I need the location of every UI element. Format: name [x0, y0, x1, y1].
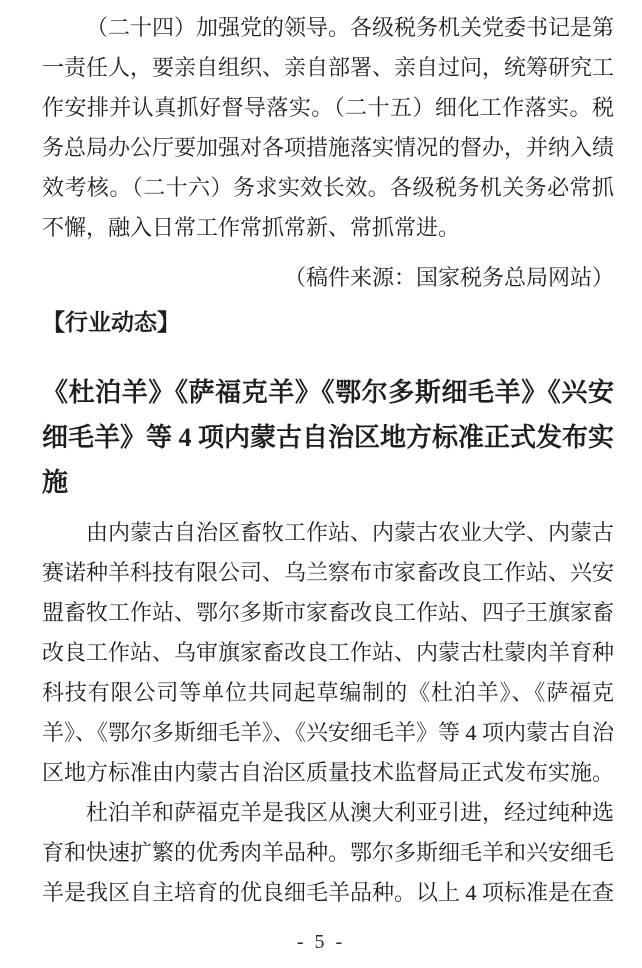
section-heading-industry-news: 【行业动态】	[42, 309, 180, 335]
page-number: - 5 -	[296, 931, 346, 953]
paragraph-tax-leadership: （二十四）加强党的领导。各级税务机关党委书记是第一责任人，要亲自组织、亲自部署、亲自过问，统筹研究工作安排并认真抓好督导落实。（二十五）细化工作落实。税务总局办公厅要加强对各项措施落实情况的督办，并纳入绩效考核。（二十六）务求实效长效。各级税务机关务必常抓不懈，融入日常工作常抓常新、常抓常进。	[42, 15, 615, 240]
article-title: 《杜泊羊》《萨福克羊》《鄂尔多斯细毛羊》《兴安细毛羊》等 4 项内蒙古自治区地方标准正式发布实施	[42, 378, 615, 497]
paragraph-drafting-units: 由内蒙古自治区畜牧工作站、内蒙古农业大学、内蒙古赛诺种羊科技有限公司、乌兰察布市家畜改良工作站、兴安盟畜牧工作站、鄂尔多斯市家畜改良工作站、四子王旗家畜改良工作站、乌审旗家畜改良工作站、内蒙古杜蒙肉羊育种科技有限公司等单位共同起草编制的《杜泊羊》、《萨福克羊》、《鄂尔多斯细毛羊》、《兴安细毛羊》等 4 项内蒙古自治区地方标准由内蒙古自治区质量技术监督局正式发布实施。	[42, 520, 615, 785]
paragraph-sheep-breeds: 杜泊羊和萨福克羊是我区从澳大利亚引进，经过纯种选育和快速扩繁的优秀肉羊品种。鄂尔多斯细毛羊和兴安细毛羊是我区自主培育的优良细毛羊品种。以上 4 项标准是在查	[42, 800, 615, 905]
document-text-area	[42, 8, 614, 913]
source-attribution: （稿件来源：国家税务总局网站）	[283, 265, 614, 290]
